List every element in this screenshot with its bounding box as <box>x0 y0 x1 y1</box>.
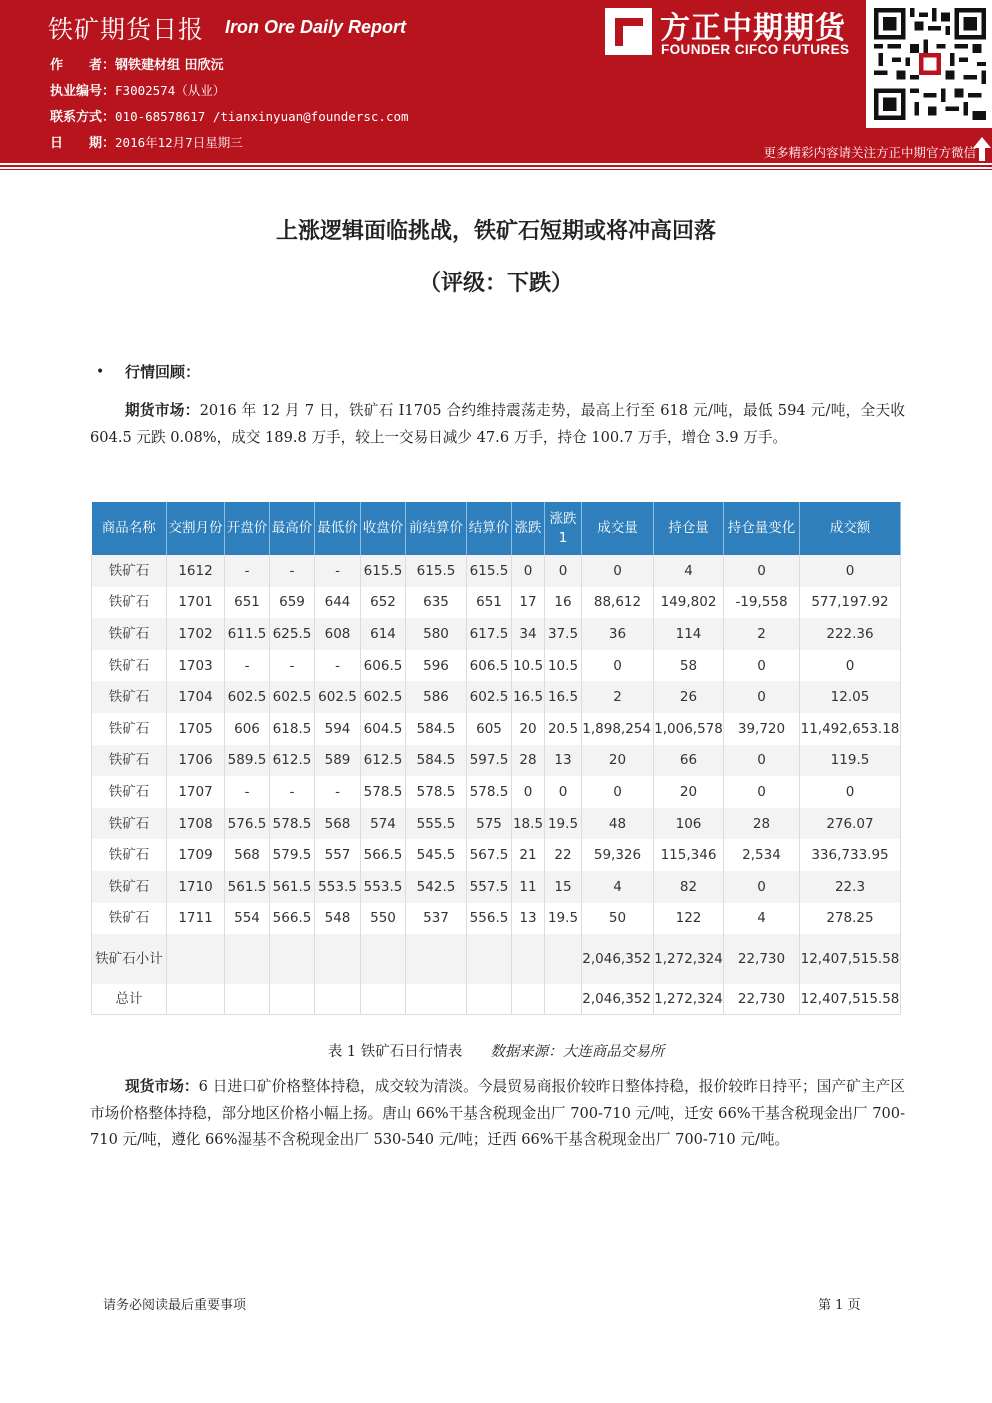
table-cell: 0 <box>545 555 582 587</box>
contact-label: 联系方式： <box>50 110 116 125</box>
table-cell: 4 <box>724 903 800 935</box>
table-cell: 561.5 <box>270 871 315 903</box>
table-cell: 59,326 <box>582 839 654 871</box>
table-cell <box>406 984 467 1014</box>
table-cell: 222.36 <box>800 618 901 650</box>
table-cell: 556.5 <box>467 903 512 935</box>
table-cell <box>315 984 361 1014</box>
table-cell: 602.5 <box>270 681 315 713</box>
table-cell: 597.5 <box>467 745 512 777</box>
table-caption <box>0 1040 992 1061</box>
table-cell: 606 <box>225 713 270 745</box>
table-cell: 1705 <box>167 713 225 745</box>
table-cell: 0 <box>512 776 545 808</box>
table-cell: 总计 <box>92 984 167 1014</box>
caption-source: 数据来源：大连商品交易所 <box>490 1044 665 1060</box>
table-cell: 602.5 <box>467 681 512 713</box>
table-header-cell: 持仓量变化 <box>724 502 800 555</box>
contact-line <box>50 106 409 125</box>
table-cell: 1710 <box>167 871 225 903</box>
table-cell: 542.5 <box>406 871 467 903</box>
table-cell: 2,534 <box>724 839 800 871</box>
table-cell: 36 <box>582 618 654 650</box>
contact-value: 010-68578617 /tianxinyuan@foundersc.com <box>115 109 409 124</box>
table-cell: 555.5 <box>406 808 467 840</box>
rating: （评级：下跌） <box>418 271 573 296</box>
table-cell: 2 <box>724 618 800 650</box>
table-cell: 644 <box>315 587 361 619</box>
table-cell: 铁矿石 <box>92 555 167 587</box>
table-header-cell: 结算价 <box>467 502 512 555</box>
table-cell: 12,407,515.58 <box>800 934 901 984</box>
table-cell: 10.5 <box>512 650 545 682</box>
table-cell: 66 <box>654 745 724 777</box>
table-cell <box>315 934 361 984</box>
table-cell: 568 <box>225 839 270 871</box>
table-cell: 0 <box>582 555 654 587</box>
total-row <box>92 984 901 1014</box>
table-cell: 10.5 <box>545 650 582 682</box>
table-cell: 617.5 <box>467 618 512 650</box>
table-cell: 557.5 <box>467 871 512 903</box>
table-cell: 88,612 <box>582 587 654 619</box>
table-cell <box>467 984 512 1014</box>
table-cell: 1707 <box>167 776 225 808</box>
table-cell: 615.5 <box>406 555 467 587</box>
table-cell: 115,346 <box>654 839 724 871</box>
header-rule-thin <box>0 169 992 170</box>
table-cell: 578.5 <box>270 808 315 840</box>
table-cell: 11 <box>512 871 545 903</box>
table-cell: 1703 <box>167 650 225 682</box>
table-cell: 602.5 <box>225 681 270 713</box>
table-cell: - <box>270 555 315 587</box>
table-cell: - <box>315 776 361 808</box>
bullet-icon: • <box>96 364 105 380</box>
table-cell: 4 <box>654 555 724 587</box>
table-cell: 578.5 <box>406 776 467 808</box>
report-title: 铁矿期货日报 <box>48 15 205 44</box>
license-value: F3002574（从业） <box>115 83 226 98</box>
table-cell: 625.5 <box>270 618 315 650</box>
table-cell: 1709 <box>167 839 225 871</box>
table-cell: 149,802 <box>654 587 724 619</box>
table-cell: 574 <box>361 808 406 840</box>
table-cell: - <box>315 650 361 682</box>
table-row <box>92 650 901 682</box>
table-cell: - <box>315 555 361 587</box>
table-cell: 铁矿石 <box>92 745 167 777</box>
table-cell: - <box>225 776 270 808</box>
table-row <box>92 903 901 935</box>
table-row <box>92 618 901 650</box>
futures-text: 2016 年 12 月 7 日，铁矿石 I1705 合约维持震荡走势，最高上行至 618 元/吨，最低 594 元/吨，全天收 604.5 元跌 0.08%，成交 189.8 万手，较上一交易日减少 47.6 万手，持仓 100.7 万手，增仓 3.9 万手。 <box>90 402 905 446</box>
table-cell: 1,006,578 <box>654 713 724 745</box>
table-cell: 566.5 <box>361 839 406 871</box>
table-cell: 82 <box>654 871 724 903</box>
table-cell <box>545 984 582 1014</box>
table-cell: 22.3 <box>800 871 901 903</box>
table-cell: 614 <box>361 618 406 650</box>
table-cell: 0 <box>724 871 800 903</box>
table-cell <box>167 984 225 1014</box>
futures-paragraph <box>90 398 905 451</box>
section-title: 行情回顾： <box>125 363 201 381</box>
table-cell: 0 <box>582 650 654 682</box>
table-cell: 37.5 <box>545 618 582 650</box>
footer-notice: 请务必阅读最后重要事项 <box>103 1298 247 1313</box>
table-cell: 554 <box>225 903 270 935</box>
table-cell: 20.5 <box>545 713 582 745</box>
table-cell: 122 <box>654 903 724 935</box>
table-cell: 548 <box>315 903 361 935</box>
date-label: 日 期： <box>50 136 116 151</box>
header-rule <box>0 165 992 167</box>
table-cell: 567.5 <box>467 839 512 871</box>
table-cell: 106 <box>654 808 724 840</box>
table-cell: 618.5 <box>270 713 315 745</box>
table-cell: 606.5 <box>361 650 406 682</box>
table-cell: -19,558 <box>724 587 800 619</box>
table-cell: 612.5 <box>361 745 406 777</box>
table-cell: 652 <box>361 587 406 619</box>
license-label: 执业编号： <box>50 84 116 99</box>
table-cell: 11,492,653.18 <box>800 713 901 745</box>
table-cell <box>361 984 406 1014</box>
table-cell: 580 <box>406 618 467 650</box>
table-cell: 605 <box>467 713 512 745</box>
page-number: 第 1 页 <box>818 1298 861 1313</box>
table-cell: 0 <box>724 555 800 587</box>
table-cell: - <box>270 650 315 682</box>
table-header-cell: 成交额 <box>800 502 901 555</box>
table-cell: 2,046,352 <box>582 984 654 1014</box>
table-cell: 19.5 <box>545 903 582 935</box>
table-cell: 铁矿石 <box>92 871 167 903</box>
table-cell: 48 <box>582 808 654 840</box>
license-line <box>50 80 225 99</box>
author-line <box>50 54 224 73</box>
table-cell: 铁矿石 <box>92 681 167 713</box>
table-cell: 铁矿石 <box>92 776 167 808</box>
table-cell: 602.5 <box>315 681 361 713</box>
table-cell: 537 <box>406 903 467 935</box>
table-header-cell: 交割月份 <box>167 502 225 555</box>
table-cell: 276.07 <box>800 808 901 840</box>
table-header-cell: 最低价 <box>315 502 361 555</box>
table-cell: 0 <box>800 555 901 587</box>
table-row <box>92 555 901 587</box>
table-cell: 576.5 <box>225 808 270 840</box>
table-cell: 553.5 <box>315 871 361 903</box>
table-cell: 13 <box>512 903 545 935</box>
table-cell: 586 <box>406 681 467 713</box>
table-cell: 12.05 <box>800 681 901 713</box>
futures-label: 期货市场： <box>125 402 200 419</box>
table-cell <box>225 984 270 1014</box>
table-cell: - <box>225 555 270 587</box>
table-cell: 612.5 <box>270 745 315 777</box>
table-cell: 1701 <box>167 587 225 619</box>
table-cell <box>467 934 512 984</box>
table-cell <box>167 934 225 984</box>
table-cell: 铁矿石小计 <box>92 934 167 984</box>
table-cell: 16.5 <box>512 681 545 713</box>
table-cell: 651 <box>467 587 512 619</box>
table-cell: 16 <box>545 587 582 619</box>
table-cell: 1708 <box>167 808 225 840</box>
table-header-cell: 前结算价 <box>406 502 467 555</box>
table-cell: 1702 <box>167 618 225 650</box>
table-cell: 608 <box>315 618 361 650</box>
table-cell: 589.5 <box>225 745 270 777</box>
date-line <box>50 132 243 151</box>
table-row <box>92 871 901 903</box>
table-cell: 589 <box>315 745 361 777</box>
table-cell: 34 <box>512 618 545 650</box>
iron-ore-quote-table <box>91 502 901 1015</box>
table-cell: 铁矿石 <box>92 587 167 619</box>
brand-name-cn: 方正中期期货 <box>660 11 846 46</box>
table-cell: 557 <box>315 839 361 871</box>
table-cell: 12,407,515.58 <box>800 984 901 1014</box>
table-cell: 0 <box>582 776 654 808</box>
table-cell <box>545 934 582 984</box>
table-header-cell: 最高价 <box>270 502 315 555</box>
table-cell: 0 <box>724 650 800 682</box>
table-cell: 2 <box>582 681 654 713</box>
table-cell: 1,898,254 <box>582 713 654 745</box>
table-cell: 336,733.95 <box>800 839 901 871</box>
table-cell: 594 <box>315 713 361 745</box>
table-cell: 39,720 <box>724 713 800 745</box>
table-cell: 2,046,352 <box>582 934 654 984</box>
table-row <box>92 839 901 871</box>
table-row <box>92 808 901 840</box>
table-cell: 596 <box>406 650 467 682</box>
table-row <box>92 713 901 745</box>
table-cell <box>406 934 467 984</box>
table-cell: 1704 <box>167 681 225 713</box>
table-cell: 19.5 <box>545 808 582 840</box>
table-cell: 1,272,324 <box>654 934 724 984</box>
table-cell: - <box>225 650 270 682</box>
table-cell: 553.5 <box>361 871 406 903</box>
table-cell: 651 <box>225 587 270 619</box>
table-cell <box>270 984 315 1014</box>
brand-name-en: FOUNDER CIFCO FUTURES <box>661 42 850 57</box>
table-cell: 20 <box>654 776 724 808</box>
table-cell: 606.5 <box>467 650 512 682</box>
table-cell: 578.5 <box>467 776 512 808</box>
author-label: 作 者： <box>50 58 116 73</box>
table-cell: 278.25 <box>800 903 901 935</box>
table-header-cell: 涨跌1 <box>545 502 582 555</box>
table-cell: 566.5 <box>270 903 315 935</box>
table-cell: 21 <box>512 839 545 871</box>
table-cell: 13 <box>545 745 582 777</box>
table-cell: 1711 <box>167 903 225 935</box>
table-cell: 0 <box>800 650 901 682</box>
table-cell: 20 <box>582 745 654 777</box>
table-cell: 114 <box>654 618 724 650</box>
table-cell: 1706 <box>167 745 225 777</box>
qr-code-icon <box>874 8 986 120</box>
spot-paragraph <box>90 1074 905 1154</box>
table-cell: 50 <box>582 903 654 935</box>
table-cell: 550 <box>361 903 406 935</box>
table-cell: 659 <box>270 587 315 619</box>
table-cell: 1,272,324 <box>654 984 724 1014</box>
table-cell: 铁矿石 <box>92 650 167 682</box>
follow-wechat-text: 更多精彩内容请关注方正中期官方微信 <box>763 145 976 160</box>
table-cell: 0 <box>512 555 545 587</box>
table-header-cell: 收盘价 <box>361 502 406 555</box>
table-cell: 579.5 <box>270 839 315 871</box>
table-cell: 615.5 <box>467 555 512 587</box>
table-row <box>92 587 901 619</box>
spot-label: 现货市场： <box>125 1078 199 1095</box>
table-cell: 22,730 <box>724 934 800 984</box>
brand-logo-icon <box>605 8 652 55</box>
table-cell: 561.5 <box>225 871 270 903</box>
table-cell: 18.5 <box>512 808 545 840</box>
table-cell: - <box>270 776 315 808</box>
spot-text: 6 日进口矿价格整体持稳，成交较为清淡。今晨贸易商报价较昨日整体持稳，报价较昨日持平；国产矿主产区市场价格整体持稳，部分地区价格小幅上扬。唐山 66%干基含税现金出厂 700-710 元/吨，迁安 66%干基含税现金出厂 700-710 元/吨，遵化 66%湿基不含税现金出厂 530-540 元/吨；迁西 66%干基含税现金出厂 700-710 元/吨。 <box>90 1078 905 1148</box>
table-cell <box>512 934 545 984</box>
table-cell <box>512 984 545 1014</box>
table-header-cell: 持仓量 <box>654 502 724 555</box>
table-row <box>92 681 901 713</box>
table-cell: 22,730 <box>724 984 800 1014</box>
report-title-en: Iron Ore Daily Report <box>225 17 407 37</box>
table-cell: 611.5 <box>225 618 270 650</box>
subtotal-row <box>92 934 901 984</box>
table-cell: 58 <box>654 650 724 682</box>
headline: 上涨逻辑面临挑战，铁矿石短期或将冲高回落 <box>275 219 716 244</box>
table-header-cell: 商品名称 <box>92 502 167 555</box>
table-header-row <box>92 502 901 555</box>
table-cell: 578.5 <box>361 776 406 808</box>
table-cell: 28 <box>724 808 800 840</box>
table-cell: 17 <box>512 587 545 619</box>
table-cell: 635 <box>406 587 467 619</box>
table-cell: 0 <box>545 776 582 808</box>
caption-title: 表 1 铁矿石日行情表 <box>327 1044 463 1060</box>
table-cell: 铁矿石 <box>92 839 167 871</box>
table-cell <box>270 934 315 984</box>
table-cell: 584.5 <box>406 745 467 777</box>
table-cell: 615.5 <box>361 555 406 587</box>
table-row <box>92 745 901 777</box>
author-value: 钢铁建材组 田欣沅 <box>115 58 224 73</box>
table-cell: 铁矿石 <box>92 903 167 935</box>
table-cell: 584.5 <box>406 713 467 745</box>
table-cell: 0 <box>724 681 800 713</box>
up-arrow-icon <box>972 136 992 162</box>
table-cell: 4 <box>582 871 654 903</box>
table-cell: 铁矿石 <box>92 713 167 745</box>
table-row <box>92 776 901 808</box>
table-header-cell: 开盘价 <box>225 502 270 555</box>
table-cell: 0 <box>724 745 800 777</box>
table-cell: 568 <box>315 808 361 840</box>
table-cell: 28 <box>512 745 545 777</box>
date-value: 2016年12月7日星期三 <box>115 135 243 150</box>
table-cell: 577,197.92 <box>800 587 901 619</box>
table-cell: 1612 <box>167 555 225 587</box>
table-cell: 545.5 <box>406 839 467 871</box>
table-cell: 22 <box>545 839 582 871</box>
table-cell: 602.5 <box>361 681 406 713</box>
table-cell: 铁矿石 <box>92 618 167 650</box>
table-cell <box>361 934 406 984</box>
table-cell: 0 <box>724 776 800 808</box>
table-cell: 0 <box>800 776 901 808</box>
table-cell: 575 <box>467 808 512 840</box>
table-cell: 铁矿石 <box>92 808 167 840</box>
table-cell <box>225 934 270 984</box>
table-cell: 119.5 <box>800 745 901 777</box>
table-cell: 16.5 <box>545 681 582 713</box>
table-cell: 604.5 <box>361 713 406 745</box>
table-cell: 15 <box>545 871 582 903</box>
table-header-cell: 涨跌 <box>512 502 545 555</box>
table-header-cell: 成交量 <box>582 502 654 555</box>
table-cell: 20 <box>512 713 545 745</box>
table-cell: 26 <box>654 681 724 713</box>
